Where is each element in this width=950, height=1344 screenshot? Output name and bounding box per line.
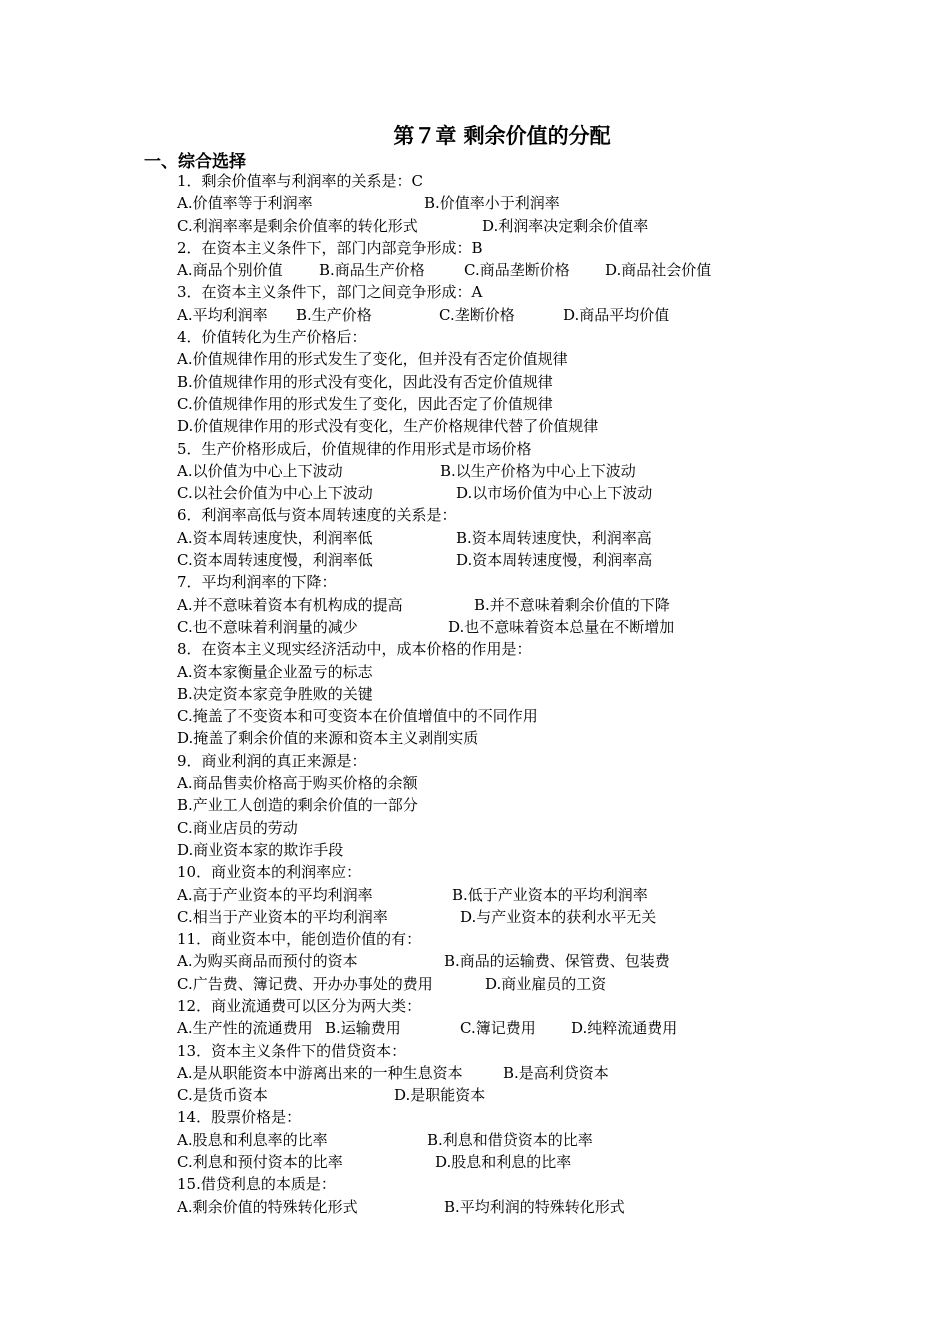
answer-option: A.生产性的流通费用 xyxy=(177,1019,313,1038)
answer-option: D.也不意味着资本总量在不断增加 xyxy=(448,617,675,636)
answer-option: B.价值率小于利润率 xyxy=(424,194,560,213)
answer-option: A.资本周转速度快，利润率低 xyxy=(177,528,373,547)
answer-option: D.商品平均价值 xyxy=(563,305,670,324)
answer-option: B.低于产业资本的平均利润率 xyxy=(452,885,648,904)
answer-option: B.商品生产价格 xyxy=(319,261,425,280)
answer-option: D.商品社会价值 xyxy=(605,261,712,280)
answer-option: A.为购买商品而预付的资本 xyxy=(177,952,358,971)
question-list xyxy=(177,170,917,1218)
option-row xyxy=(177,215,917,237)
question-stem: 9．商业利润的真正来源是： xyxy=(177,751,367,770)
answer-option: A.价值规律作用的形式发生了变化，但并没有否定价值规律 xyxy=(177,350,568,369)
option-row xyxy=(177,616,917,638)
answer-option: C.价值规律作用的形式发生了变化，因此否定了价值规律 xyxy=(177,394,553,413)
question-stem: 1．剩余价值率与利润率的关系是：C xyxy=(177,172,424,190)
answer-option: D.掩盖了剩余价值的来源和资本主义剥削实质 xyxy=(177,729,479,748)
question-stem: 12．商业流通费可以区分为两大类： xyxy=(177,996,422,1015)
option-row xyxy=(177,705,917,727)
option-row xyxy=(177,973,917,995)
answer-option: B.以生产价格为中心上下波动 xyxy=(440,461,636,480)
answer-option: D.商业资本家的欺诈手段 xyxy=(177,840,344,859)
answer-option: D.以市场价值为中心上下波动 xyxy=(456,484,653,503)
question-stem: 11．商业资本中，能创造价值的有： xyxy=(177,930,422,949)
option-row xyxy=(177,839,917,861)
option-row xyxy=(177,1196,917,1218)
answer-option: C.商业店员的劳动 xyxy=(177,818,298,837)
answer-option: B.利息和借贷资本的比率 xyxy=(427,1130,593,1149)
option-row xyxy=(177,884,917,906)
option-row xyxy=(177,1017,917,1039)
question-stem: 7．平均利润率的下降： xyxy=(177,573,337,592)
option-row xyxy=(177,460,917,482)
option-row xyxy=(177,527,917,549)
answer-option: A.价值率等于利润率 xyxy=(177,194,313,213)
question-stem: 5．生产价格形成后，价值规律的作用形式是市场价格 xyxy=(177,439,532,458)
answer-option: A.平均利润率 xyxy=(177,305,268,324)
answer-option: D.是职能资本 xyxy=(394,1086,486,1105)
option-row xyxy=(177,304,917,326)
option-row xyxy=(177,259,917,281)
option-row xyxy=(177,950,917,972)
answer-option: B.并不意味着剩余价值的下降 xyxy=(474,595,670,614)
option-row xyxy=(177,192,917,214)
answer-option: D.价值规律作用的形式没有变化，生产价格规律代替了价值规律 xyxy=(177,417,599,436)
answer-option: D.商业雇员的工资 xyxy=(485,974,607,993)
option-row xyxy=(177,772,917,794)
answer-option: C.掩盖了不变资本和可变资本在价值增值中的不同作用 xyxy=(177,707,538,726)
option-row xyxy=(177,661,917,683)
question-stem: 15.借贷利息的本质是： xyxy=(177,1175,336,1194)
answer-option: A.资本家衡量企业盈亏的标志 xyxy=(177,662,373,681)
option-row xyxy=(177,1151,917,1173)
option-row xyxy=(177,348,917,370)
answer-option: C.是货币资本 xyxy=(177,1086,268,1105)
answer-option: C.簿记费用 xyxy=(460,1019,536,1038)
option-row xyxy=(177,393,917,415)
answer-option: C.利润率率是剩余价值率的转化形式 xyxy=(177,216,418,235)
answer-option: B.商品的运输费、保管费、包装费 xyxy=(444,952,670,971)
answer-option: A.是从职能资本中游离出来的一种生息资本 xyxy=(177,1063,463,1082)
answer-option: C.资本周转速度慢，利润率低 xyxy=(177,551,373,570)
answer-option: B.价值规律作用的形式没有变化，因此没有否定价值规律 xyxy=(177,372,553,391)
option-row xyxy=(177,415,917,437)
answer-option: D.资本周转速度慢，利润率高 xyxy=(456,551,653,570)
answer-option: B.决定资本家竞争胜败的关键 xyxy=(177,684,373,703)
question-stem: 6．利润率高低与资本周转速度的关系是： xyxy=(177,506,457,525)
answer-option: A.高于产业资本的平均利润率 xyxy=(177,885,373,904)
answer-option: C.利息和预付资本的比率 xyxy=(177,1153,343,1172)
question-stem: 13．资本主义条件下的借贷资本： xyxy=(177,1041,407,1060)
option-row xyxy=(177,794,917,816)
option-row xyxy=(177,817,917,839)
answer-option: C.商品垄断价格 xyxy=(464,261,570,280)
answer-option: C.以社会价值为中心上下波动 xyxy=(177,484,373,503)
answer-option: B.运输费用 xyxy=(325,1019,401,1038)
question-stem: 2．在资本主义条件下，部门内部竞争形成：B xyxy=(177,238,483,257)
answer-option: A.商品售卖价格高于购买价格的余额 xyxy=(177,774,418,793)
question-stem: 10．商业资本的利润率应： xyxy=(177,863,362,882)
answer-option: A.商品个别价值 xyxy=(177,261,283,280)
answer-option: D.利润率决定剩余价值率 xyxy=(482,216,649,235)
question-stem: 14．股票价格是： xyxy=(177,1108,302,1127)
section-heading: 一、综合选择 xyxy=(144,152,246,172)
answer-option: A.以价值为中心上下波动 xyxy=(177,461,343,480)
question-stem: 8．在资本主义现实经济活动中，成本价格的作用是： xyxy=(177,640,532,659)
answer-option: C.垄断价格 xyxy=(439,305,515,324)
answer-option: D.纯粹流通费用 xyxy=(571,1019,678,1038)
answer-option: B.生产价格 xyxy=(296,305,372,324)
answer-option: B.是高利贷资本 xyxy=(503,1063,609,1082)
answer-option: B.产业工人创造的剩余价值的一部分 xyxy=(177,796,418,815)
question-stem: 4．价值转化为生产价格后： xyxy=(177,328,367,347)
option-row xyxy=(177,371,917,393)
answer-option: C.相当于产业资本的平均利润率 xyxy=(177,907,388,926)
answer-option: C.也不意味着利润量的减少 xyxy=(177,617,358,636)
answer-option: B.资本周转速度快，利润率高 xyxy=(456,528,652,547)
answer-option: A.并不意味着资本有机构成的提高 xyxy=(177,595,403,614)
option-row xyxy=(177,906,917,928)
option-row xyxy=(177,594,917,616)
answer-option: B.平均利润的特殊转化形式 xyxy=(444,1197,625,1216)
answer-option: A.剩余价值的特殊转化形式 xyxy=(177,1197,358,1216)
option-row xyxy=(177,683,917,705)
page-title: 第７章 剩余价值的分配 xyxy=(393,124,611,148)
option-row xyxy=(177,727,917,749)
answer-option: A.股息和利息率的比率 xyxy=(177,1130,328,1149)
option-row xyxy=(177,1084,917,1106)
answer-option: C.广告费、簿记费、开办办事处的费用 xyxy=(177,974,433,993)
option-row xyxy=(177,549,917,571)
answer-option: D.与产业资本的获利水平无关 xyxy=(460,907,657,926)
answer-option: D.股息和利息的比率 xyxy=(435,1153,572,1172)
question-stem: 3．在资本主义条件下，部门之间竞争形成：A xyxy=(177,283,483,302)
option-row xyxy=(177,1129,917,1151)
option-row xyxy=(177,482,917,504)
option-row xyxy=(177,1062,917,1084)
